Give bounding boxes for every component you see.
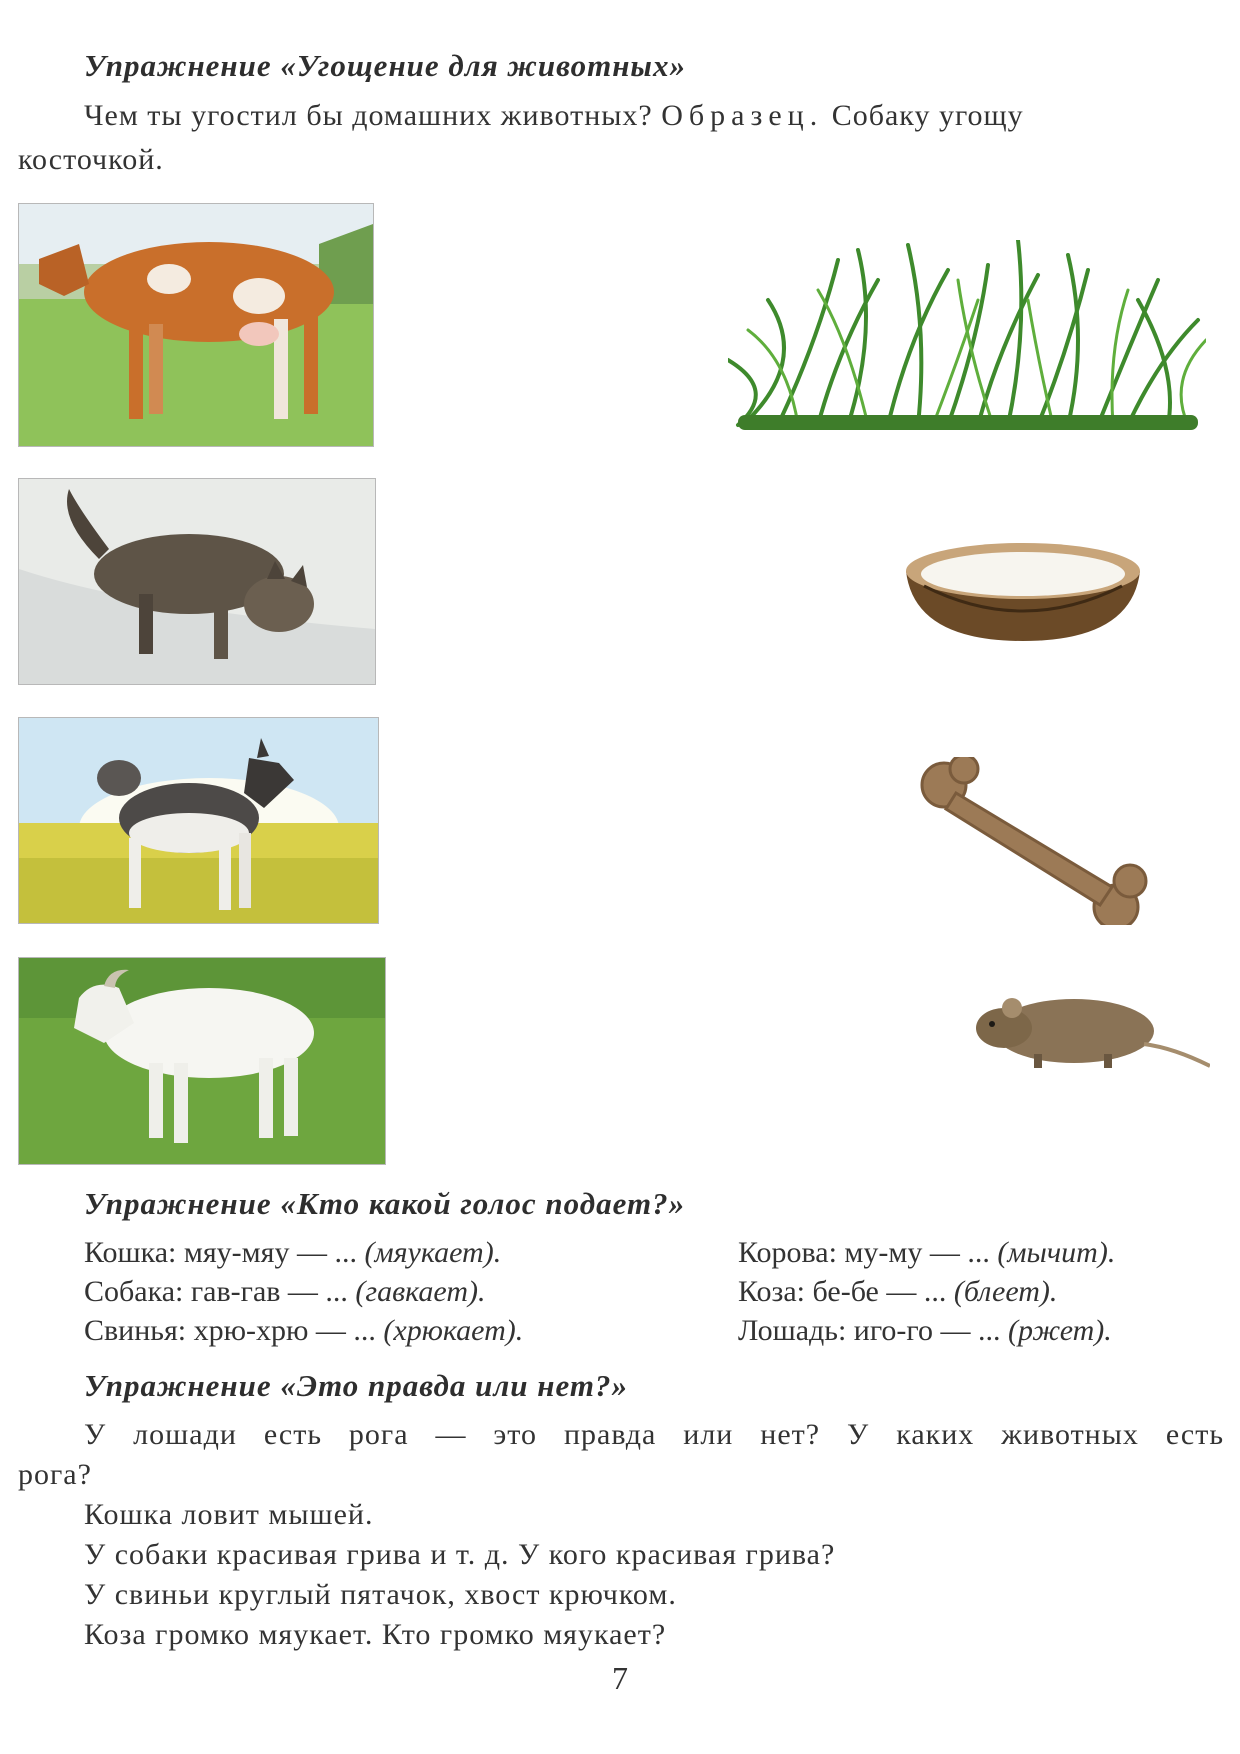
sound-text: Собака: гав-гав — ...: [84, 1275, 348, 1308]
page-number: 7: [612, 1660, 628, 1696]
bone-picture: [916, 757, 1148, 925]
exercise-treat-intro: [84, 96, 1224, 136]
goat-photo: [18, 957, 386, 1165]
truth-line: У собаки красивая грива и т. д. У кого красивая грива?: [84, 1538, 836, 1571]
sound-text: Лошадь: иго-го — ...: [738, 1314, 1001, 1347]
sound-verb: (ржет).: [1007, 1314, 1112, 1347]
animal-sounds-list: [84, 1233, 1224, 1350]
sound-verb: (мычит).: [997, 1236, 1116, 1269]
sound-text: Коза: бе-бе — ...: [738, 1275, 947, 1308]
sound-row-goat: [738, 1272, 1224, 1311]
mouse-picture: [974, 986, 1210, 1072]
sample-label: Образец.: [661, 99, 824, 132]
milk-bowl-picture: [904, 541, 1142, 643]
exercise-treat-title: Упражнение «Угощение для животных»: [84, 48, 686, 83]
sound-verb: (хрюкает).: [383, 1314, 524, 1347]
exercise-truth-title: Упражнение «Это правда или нет?»: [84, 1368, 628, 1403]
sound-text: Свинья: хрю-хрю — ...: [84, 1314, 376, 1347]
sound-verb: (гавкает).: [355, 1275, 486, 1308]
truth-line: Кошка ловит мышей.: [84, 1498, 374, 1531]
intro-question: Чем ты угостил бы домашних животных?: [84, 99, 653, 132]
cat-photo: [18, 478, 376, 685]
grass-picture: [728, 240, 1206, 435]
truth-lines: [84, 1495, 835, 1655]
exercise-voice-title: Упражнение «Кто какой голос подает?»: [84, 1186, 686, 1221]
sound-row-horse: [738, 1311, 1224, 1350]
truth-line-1-cont: рога?: [18, 1458, 92, 1491]
truth-line-1: У лошади есть рога — это правда или нет? У каких животных есть: [84, 1418, 1224, 1451]
dog-photo: [18, 717, 379, 924]
sound-text: Кошка: мяу-мяу — ...: [84, 1236, 357, 1269]
sound-verb: (блеет).: [953, 1275, 1058, 1308]
intro-sample: Собаку угощу: [831, 99, 1024, 132]
sound-row-pig: [84, 1311, 738, 1350]
sound-text: Корова: му-му — ...: [738, 1236, 990, 1269]
sound-row-dog: [84, 1272, 738, 1311]
sound-row-cow: [738, 1233, 1224, 1272]
sound-verb: (мяукает).: [364, 1236, 502, 1269]
sound-row-cat: [84, 1233, 738, 1272]
truth-line: У свиньи круглый пятачок, хвост крючком.: [84, 1578, 677, 1611]
cow-photo: [18, 203, 374, 447]
exercise-treat-intro-cont: косточкой.: [18, 143, 164, 176]
truth-line: Коза громко мяукает. Кто громко мяукает?: [84, 1618, 667, 1651]
